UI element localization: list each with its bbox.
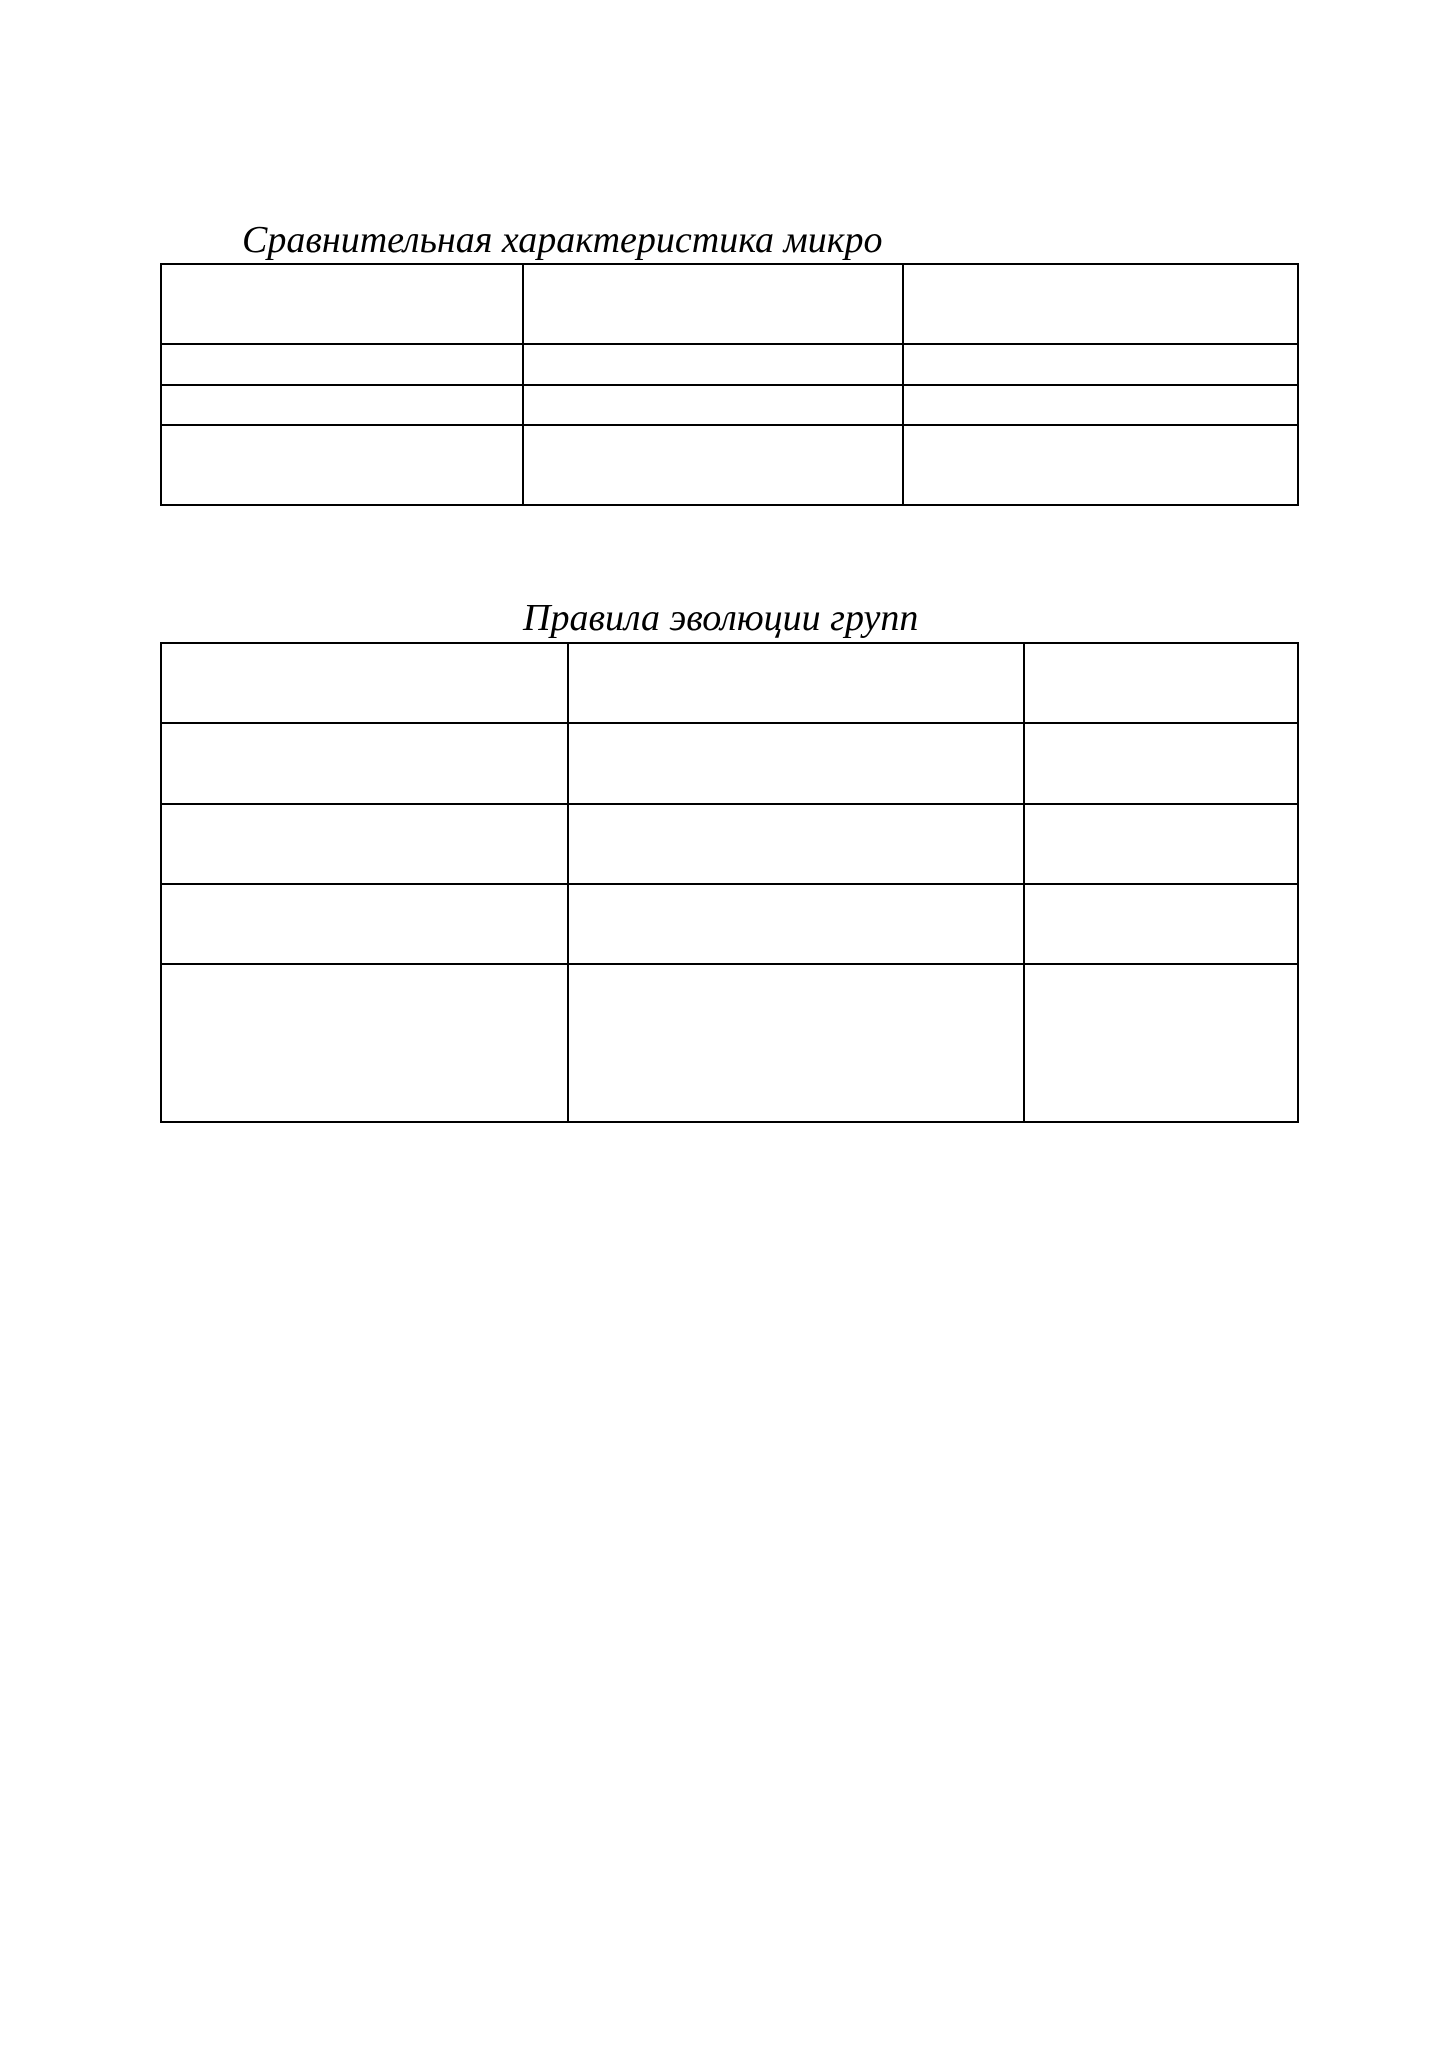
table-cell (161, 723, 568, 804)
table-cell (568, 804, 1024, 884)
table-row (161, 385, 1298, 425)
table-cell (903, 385, 1298, 425)
table-cell (161, 643, 568, 723)
table-cell (903, 425, 1298, 505)
table-cell (161, 425, 523, 505)
table-row (161, 344, 1298, 385)
table-cell (1024, 643, 1298, 723)
group-evolution-rules-table (160, 642, 1299, 1123)
table-cell (161, 884, 568, 964)
table-cell (903, 264, 1298, 344)
table-cell (161, 964, 568, 1122)
table-cell (523, 344, 903, 385)
comparison-table (160, 263, 1299, 506)
table-cell (161, 344, 523, 385)
table-cell (1024, 723, 1298, 804)
table-cell (523, 425, 903, 505)
table-row (161, 964, 1298, 1122)
table-cell (161, 804, 568, 884)
table-cell (161, 264, 523, 344)
table-cell (568, 723, 1024, 804)
table-row (161, 804, 1298, 884)
table-row (161, 723, 1298, 804)
table-cell (568, 964, 1024, 1122)
table-cell (523, 385, 903, 425)
table-row (161, 884, 1298, 964)
table-cell (568, 643, 1024, 723)
table-cell (1024, 804, 1298, 884)
table-1-title: Сравнительная характеристика микро (242, 219, 883, 261)
table-row (161, 643, 1298, 723)
table-2-title: Правила эволюции групп (523, 597, 919, 639)
table-row (161, 425, 1298, 505)
table-cell (903, 344, 1298, 385)
table-cell (1024, 964, 1298, 1122)
table-row (161, 264, 1298, 344)
table-cell (523, 264, 903, 344)
table-cell (161, 385, 523, 425)
table-cell (568, 884, 1024, 964)
table-cell (1024, 884, 1298, 964)
